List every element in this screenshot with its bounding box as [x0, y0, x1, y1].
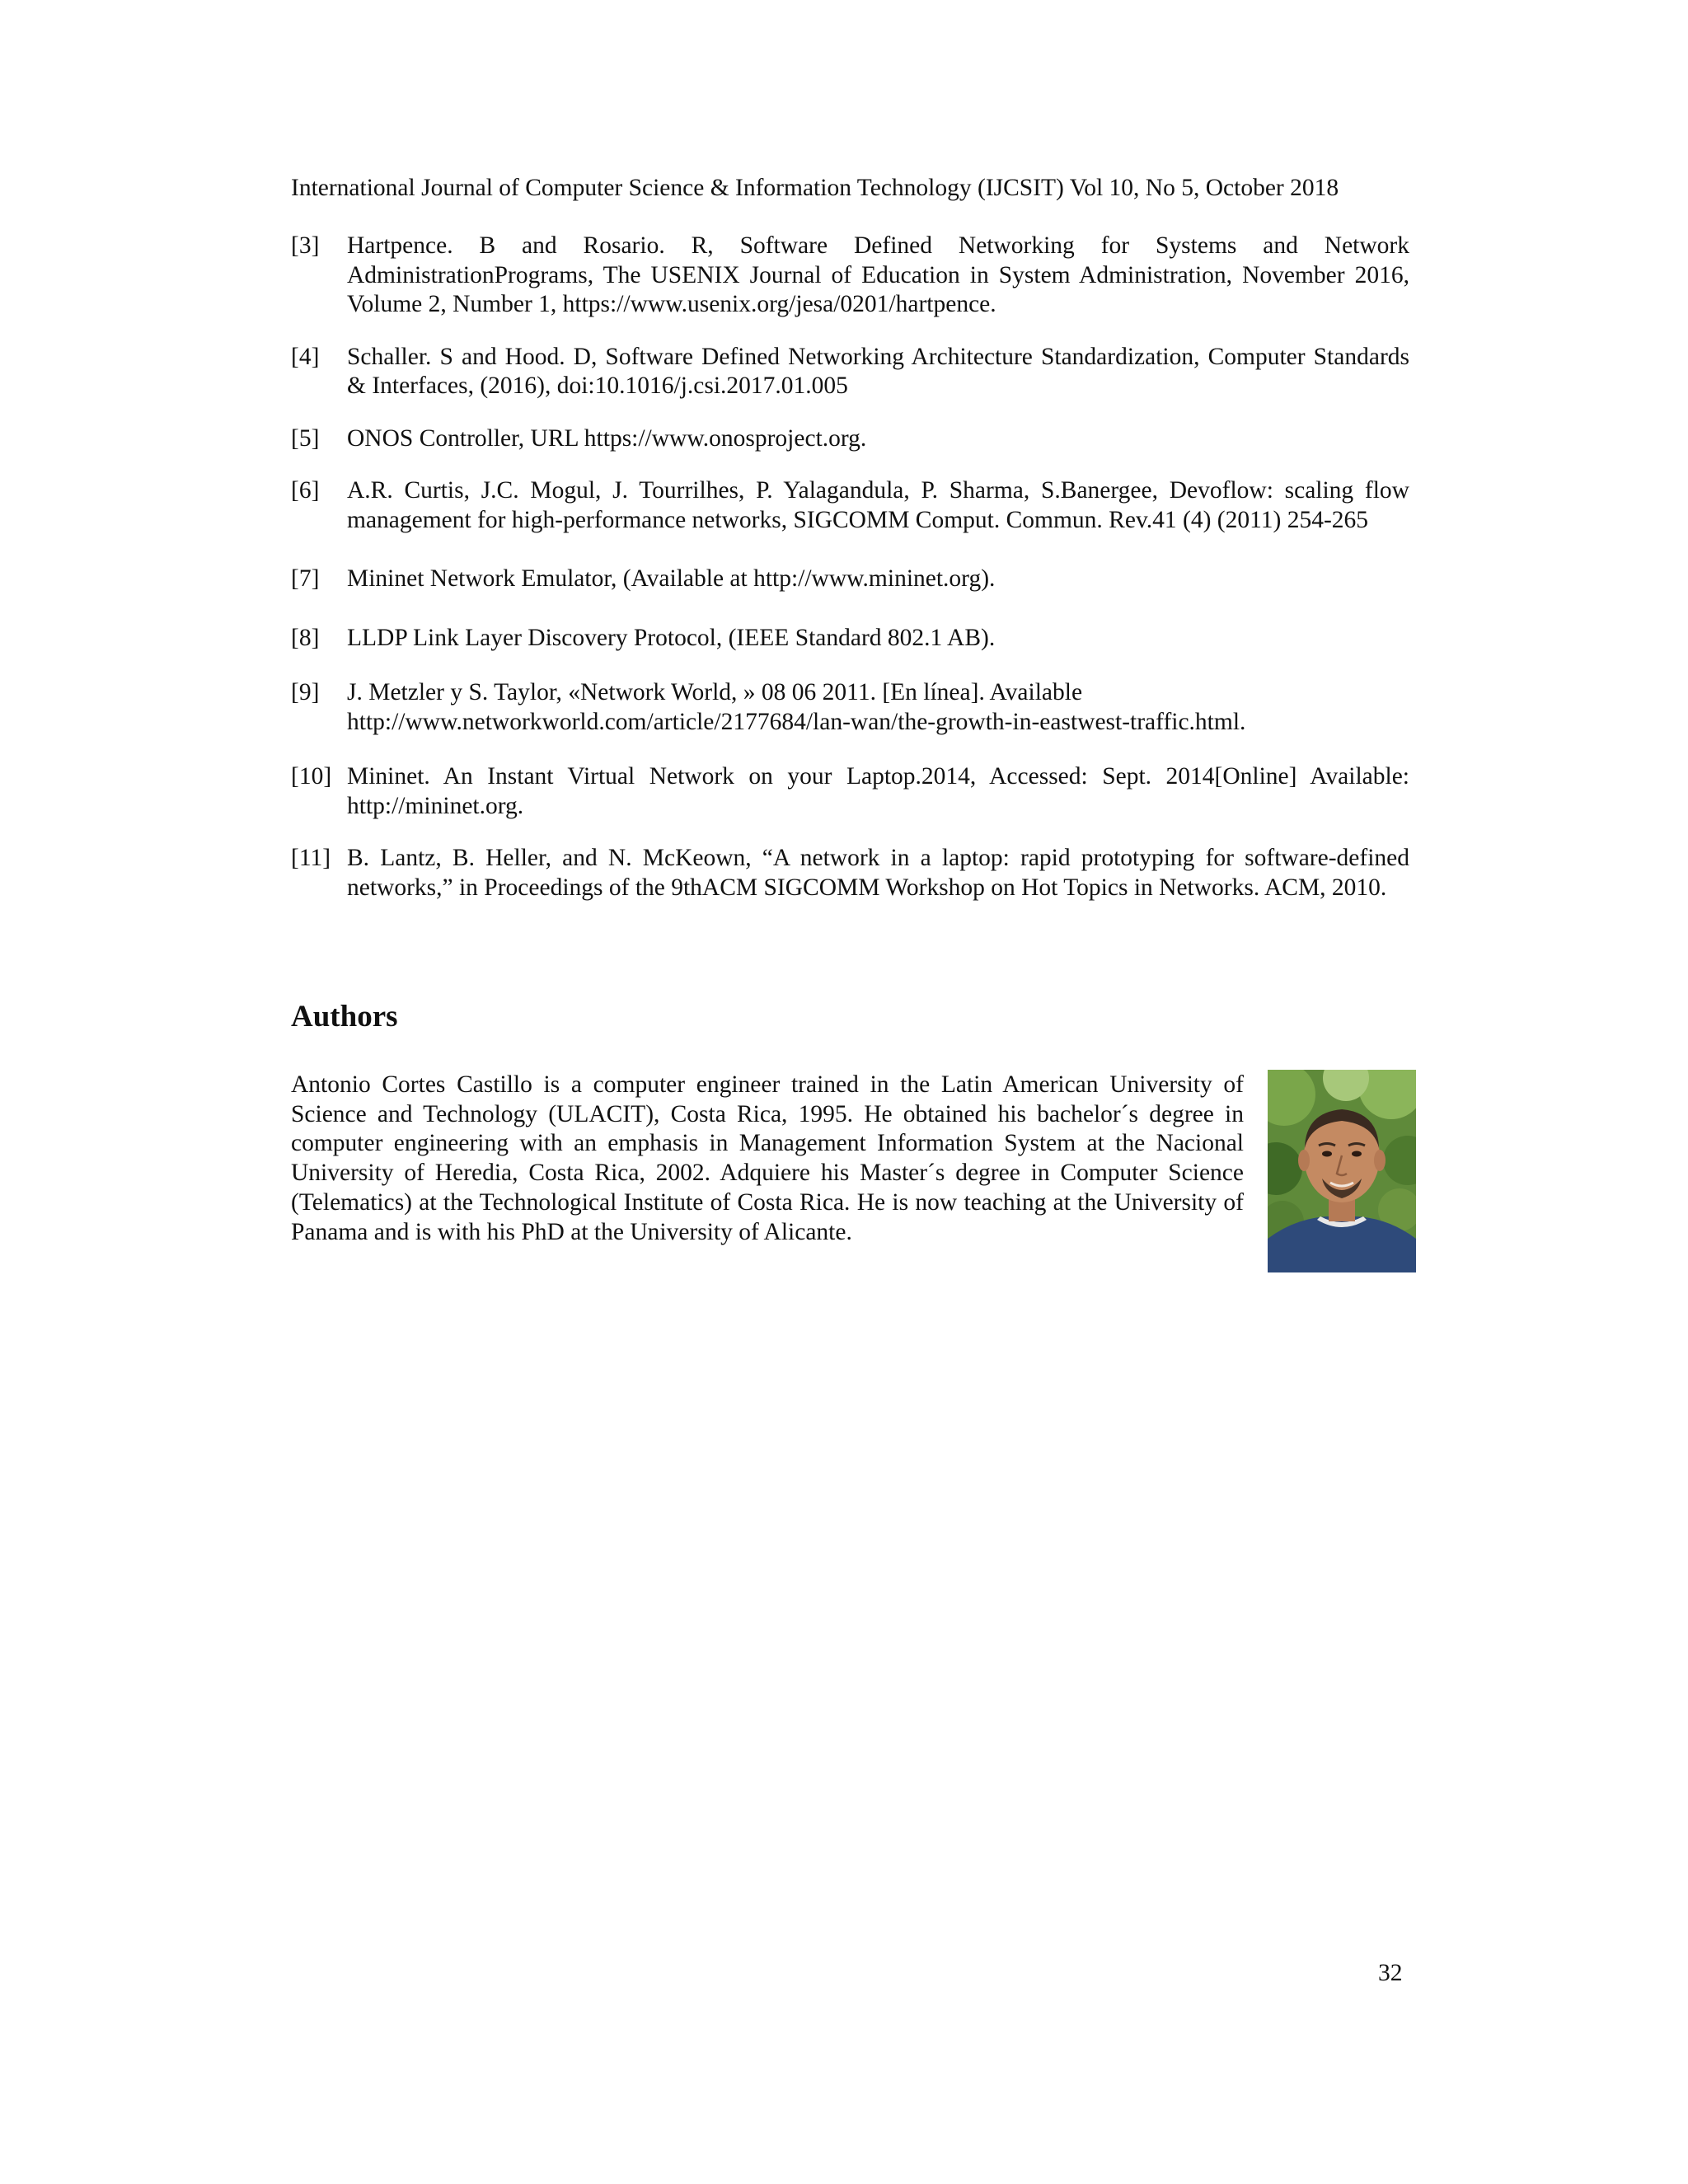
reference-number: [9]: [291, 679, 320, 705]
reference-text: LLDP Link Layer Discovery Protocol, (IEEE Standard 802.1 AB).: [347, 624, 996, 651]
reference-number: [4]: [291, 343, 320, 370]
reference-number: [10]: [291, 763, 332, 790]
reference-number: [6]: [291, 477, 320, 504]
reference-item: [291, 844, 1409, 902]
page-number: 32: [1378, 1960, 1403, 1986]
reference-number: [3]: [291, 232, 320, 259]
reference-item: [291, 232, 1409, 320]
authors-heading: Authors: [291, 1000, 398, 1033]
author-photo: [1268, 1070, 1416, 1272]
reference-text: J. Metzler y S. Taylor, «Network World, » 08 06 2011. [En línea]. Available http://www.networkworld.com/article/2177684/lan-wan/the-growth-in-eastwest-traffic.html.: [347, 679, 1246, 735]
reference-list: [291, 232, 1409, 926]
reference-number: [11]: [291, 845, 331, 871]
reference-text: Hartpence. B and Rosario. R, Software Defined Networking for Systems and Network AdministrationPrograms, The USENIX Journal of Education in System Administration, November 2016, Volume 2, Number 1, https://www.usenix.org/jesa/0201/hartpence.: [347, 232, 1409, 317]
reference-item: [291, 762, 1409, 821]
reference-number: [8]: [291, 624, 320, 651]
reference-text: Schaller. S and Hood. D, Software Defined Networking Architecture Standardization, Computer Standards & Interfaces, (2016), doi:10.1016/j.csi.2017.01.005: [347, 343, 1409, 399]
reference-number: [7]: [291, 565, 320, 592]
reference-text: Mininet Network Emulator, (Available at http://www.mininet.org).: [347, 565, 996, 592]
reference-item: [291, 624, 1409, 654]
reference-text: A.R. Curtis, J.C. Mogul, J. Tourrilhes, P. Yalagandula, P. Sharma, S.Banergee, Devoflow: scaling flow management for high-performance networks, SIGCOMM Comput. Commun. Rev.41 (4) (2011) 254-265: [347, 477, 1409, 533]
reference-item: [291, 678, 1409, 737]
reference-item: [291, 476, 1409, 535]
running-header: International Journal of Computer Science & Information Technology (IJCSIT) Vol 10, No 5, October 2018: [291, 175, 1339, 201]
reference-text: B. Lantz, B. Heller, and N. McKeown, “A network in a laptop: rapid prototyping for software-defined networks,” in Proceedings of the 9thACM SIGCOMM Workshop on Hot Topics in Networks. ACM, 2010.: [347, 845, 1409, 901]
author-biography: Antonio Cortes Castillo is a computer engineer trained in the Latin American University of Science and Technology (ULACIT), Costa Rica, 1995. He obtained his bachelor´s degree in computer engineering with an emphasis in Management Information System at the Nacional University of Heredia, Costa Rica, 2002. Adquiere his Master´s degree in Computer Science (Telematics) at the Technological Institute of Costa Rica. He is now teaching at the University of Panama and is with his PhD at the University of Alicante.: [291, 1071, 1244, 1245]
reference-item: [291, 343, 1409, 401]
reference-text: ONOS Controller, URL https://www.onosproject.org.: [347, 424, 867, 452]
reference-item: [291, 424, 1409, 454]
reference-item: [291, 565, 1409, 594]
reference-number: [5]: [291, 424, 320, 452]
reference-text: Mininet. An Instant Virtual Network on your Laptop.2014, Accessed: Sept. 2014[Online] Available: http://mininet.org.: [347, 763, 1409, 819]
